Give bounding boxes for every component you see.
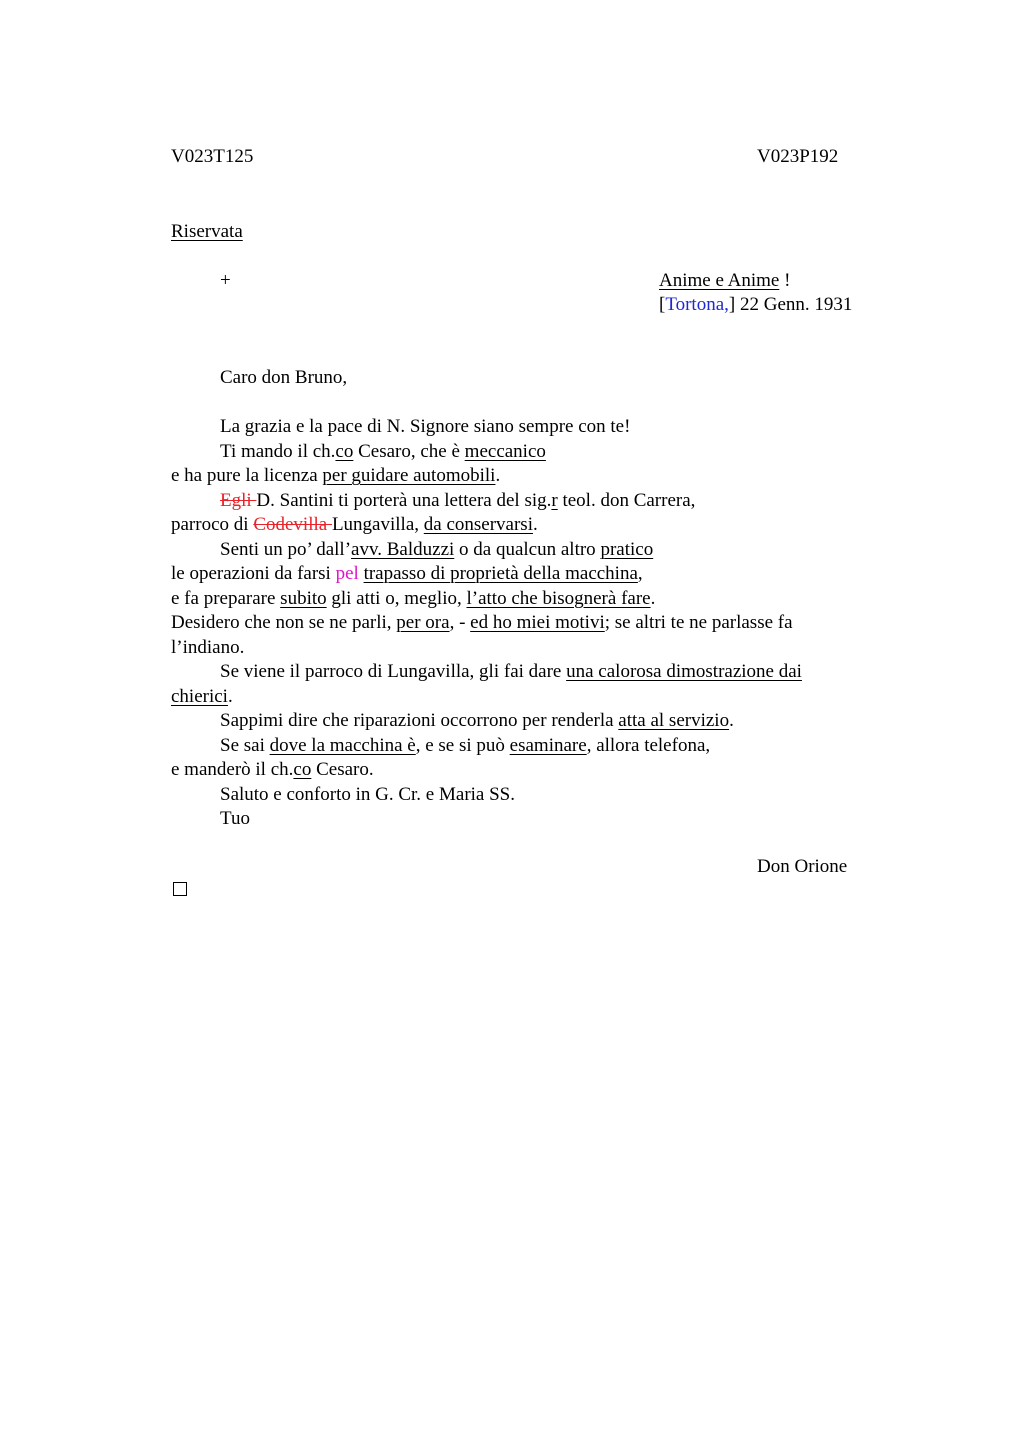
text-span: Ti mando il ch. [220,440,336,462]
text-span: e ha pure la licenza [171,465,323,486]
underlined-phrase: atta al servizio [618,710,730,731]
underlined-phrase: pratico [600,538,654,560]
text-span: . [532,514,538,535]
dateline-close: ] [728,294,736,315]
text-span: Cesaro, che è [353,440,465,462]
body-line-16: Saluto e conforto in G. Cr. e Maria SS. [220,783,515,805]
body-line-3 [171,464,861,489]
underlined-phrase: per ora [396,612,450,633]
text-span: e manderò il ch. [171,759,294,780]
motto-exclamation: ! [779,270,791,291]
text-span: , - [449,612,471,633]
text-span: Se viene il parroco di Lungavilla, gli fai dare [220,661,567,682]
underlined-abbrev: co [335,440,354,462]
text-span: Sappimi dire che riparazioni occorrono per renderla [220,710,619,731]
body-line-11 [171,660,861,685]
body-line-5 [171,513,861,538]
body-line-17: Tuo [220,808,250,829]
text-span: ; se altri te ne parlasse fa [604,612,793,633]
header-right-code: V023P192 [757,146,839,167]
text-span: , [637,563,643,584]
body-line-15 [171,758,861,783]
text-span: teol. don Carrera, [557,489,696,511]
text-span: e fa preparare [171,587,281,609]
text-span: Cesaro. [311,759,374,780]
deleted-text: Codevilla [253,514,332,535]
body-line-2 [171,440,861,465]
text-span: . [650,587,656,609]
body-line-6 [171,538,861,563]
cross-symbol: + [220,270,231,291]
underlined-phrase: subito [280,587,327,609]
underlined-phrase: per guidare automobili [322,465,496,486]
body-line-9 [171,611,861,636]
underlined-phrase: chierici [171,685,228,707]
underlined-phrase: l’atto che bisognerà fare [466,587,651,609]
dateline [659,293,852,318]
underlined-phrase: una calorosa dimostrazione dai [566,661,802,682]
text-span: parroco di [171,514,254,535]
text-span: , allora telefona, [586,734,711,756]
body-line-14 [171,734,861,759]
underlined-phrase: meccanico [464,440,546,462]
dateline-open: [ [659,294,666,315]
text-span: Senti un po’ dall’ [220,538,352,560]
underlined-phrase: trapasso di proprietà della macchina [363,563,638,584]
text-span: Se sai [220,734,270,756]
letter-body [171,415,861,832]
text-span: . [729,710,734,731]
deleted-text: Egli [220,489,257,511]
body-line-13 [171,709,861,734]
body-line-1: La grazia e la pace di N. Signore siano sempre con te! [220,416,631,437]
motto-text: Anime e Anime [659,270,780,291]
underlined-phrase: esaminare [509,734,587,756]
editor-insertion: pel [335,563,359,584]
header-left-code: V023T125 [171,146,254,167]
text-span: D. Santini ti porterà una lettera del sig. [256,489,552,511]
dateline-place: Tortona, [665,294,729,315]
text-span: . [227,685,233,707]
text-span: Lungavilla, [331,514,424,535]
motto [659,269,790,294]
text-span: o da qualcun altro [454,538,601,560]
riservata-label: Riservata [171,221,243,242]
body-line-12 [171,685,861,710]
underlined-phrase: avv. Balduzzi [351,538,455,560]
dateline-date: 22 Genn. 1931 [735,294,853,315]
signature: Don Orione [757,856,848,877]
text-span: , e se si può [415,734,510,756]
body-line-8 [171,587,861,612]
text-span: gli atti o, meglio, [326,587,467,609]
text-span: le operazioni da farsi [171,563,336,584]
body-line-4 [171,489,861,514]
underlined-phrase: da conservarsi [423,514,533,535]
body-line-7 [171,562,861,587]
text-span: Desidero che non se ne parli, [171,612,397,633]
underlined-phrase: dove la macchina è [269,734,416,756]
body-line-10: l’indiano. [171,636,245,658]
underlined-abbrev: r [551,489,558,511]
underlined-abbrev: co [293,759,312,780]
salutation: Caro don Bruno, [220,367,348,388]
text-span: . [495,465,501,486]
end-box-symbol [173,882,187,896]
underlined-phrase: ed ho miei motivi [470,612,605,633]
